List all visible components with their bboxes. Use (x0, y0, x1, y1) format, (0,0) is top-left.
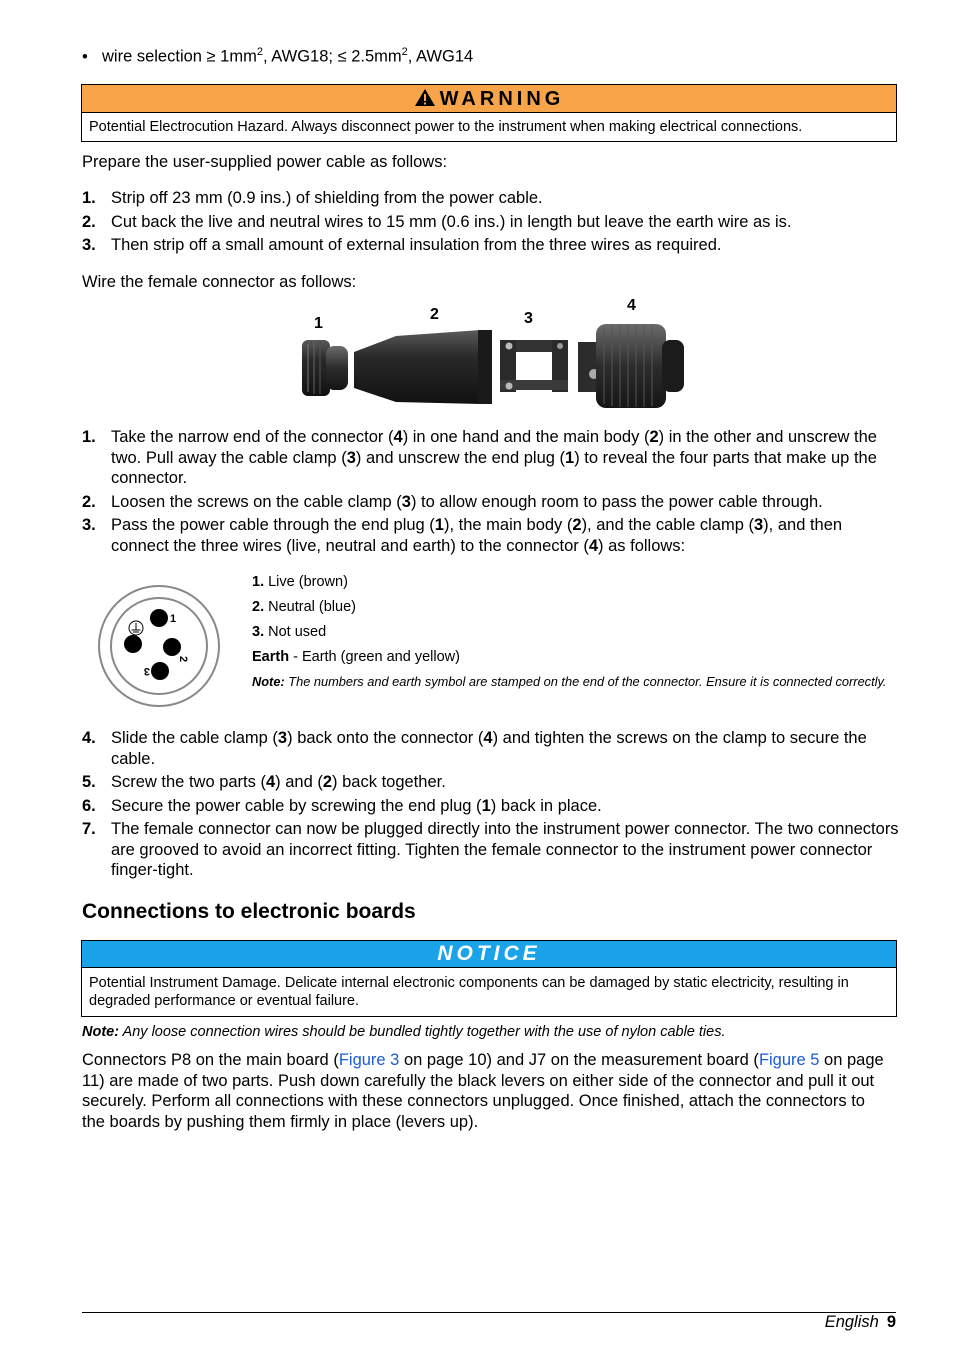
figure-label-4: 4 (627, 297, 636, 314)
step-number: 2. (82, 492, 96, 511)
figure-3-link[interactable]: Figure 3 (338, 1051, 400, 1069)
legend-key: Earth (252, 649, 290, 665)
legend-key: 1. (252, 574, 265, 590)
step-text: ), and then connect the three wires (live, neutral and earth) to the connector ( (111, 516, 843, 555)
pin-label-2: 2 (177, 656, 189, 663)
end-plug-part (302, 340, 348, 396)
final-connector-steps (82, 728, 902, 884)
step-item (82, 235, 902, 256)
step-item (82, 188, 902, 209)
part-reference: 3 (277, 729, 288, 747)
step-text: Cut back the live and neutral wires to 15 mm (0.6 ins.) in length but leave the earth wire as is. (111, 212, 792, 231)
step-number: 3. (82, 516, 96, 534)
step-text: ) and unscrew the end plug ( (355, 448, 566, 467)
step-text: ), the main body ( (443, 516, 573, 534)
legend-desc: Neutral (blue) (264, 599, 356, 615)
step-item (82, 728, 902, 769)
part-reference: 4 (393, 428, 403, 446)
section-title: Connections to electronic boards (82, 900, 416, 923)
part-reference: 1 (434, 516, 444, 534)
notice-body: Potential Instrument Damage. Delicate internal electronic components can be damaged by static electricity, resulting in degraded performance or eventual failure. (89, 975, 849, 1009)
wire-spec-text-2: , AWG18; ≤ 2.5mm (262, 47, 402, 66)
legend-desc: Not used (264, 624, 327, 640)
cable-ties-note (82, 1024, 726, 1040)
step-text: ) in one hand and the main body ( (402, 428, 650, 446)
step-text: ) back together. (332, 773, 446, 791)
female-connector-steps (82, 427, 902, 559)
step-item (82, 492, 902, 513)
part-reference: 2 (649, 428, 659, 446)
step-text: Pass the power cable through the end plug ( (111, 516, 435, 534)
step-item (82, 819, 902, 881)
step-item (82, 796, 902, 817)
step-text: Loosen the screws on the cable clamp ( (111, 492, 402, 511)
step-text: ) in the other and unscrew the two. Pull away the cable clamp ( (111, 428, 877, 467)
pin-label-3: 3 (143, 665, 150, 677)
figure-label-1: 1 (314, 315, 323, 332)
step-text: Take the narrow end of the connector ( (111, 428, 394, 446)
part-reference: 3 (346, 448, 356, 467)
part-reference: 3 (753, 516, 764, 534)
step-text: Screw the two parts ( (111, 773, 266, 791)
power-cable-steps (82, 188, 902, 259)
figure-label-2: 2 (430, 306, 439, 323)
part-reference: 4 (588, 536, 599, 555)
para-text-3: on page 11) are made of two parts. Push down carefully the black levers on either side of the connector and pull it out securely. Perform all connections with these connectors unplugged. Once finished, attach the connectors to the boards by pushing them firmly in place (levers up). (82, 1051, 884, 1131)
legend-item (252, 599, 892, 616)
step-text: ) as follows: (598, 536, 686, 555)
step-text: ) back onto the connector ( (287, 729, 484, 747)
legend-item (252, 624, 892, 641)
step-text: ) and tighten the screws on the clamp to secure the cable. (111, 729, 867, 768)
step-text: ) to reveal the four parts that make up the connector. (111, 448, 877, 487)
step-item (82, 772, 902, 793)
step-text: ) and ( (275, 773, 323, 791)
footer-divider (82, 1312, 896, 1313)
figure-5-link[interactable]: Figure 5 (758, 1051, 820, 1069)
step-text: The female connector can now be plugged directly into the instrument power connector. The two connectors are grooved to avoid an incorrect fitting. Tighten the female connector to the instrument power connector finger-tight. (111, 820, 899, 879)
pin-label-1: 1 (170, 613, 177, 625)
warning-triangle-icon (414, 88, 436, 107)
step-number: 4. (82, 729, 96, 747)
warning-title: WARNING (439, 88, 565, 110)
step-text: ) to allow enough room to pass the power cable through. (410, 492, 823, 511)
step-number: 5. (82, 773, 96, 791)
intro-power-text: Prepare the user-supplied power cable as follows: (82, 153, 448, 171)
figure-label-3: 3 (524, 310, 533, 327)
page-number: 9 (886, 1313, 896, 1331)
legend-note-label: Note: (252, 674, 285, 689)
step-number: 1. (82, 428, 96, 446)
footer-language: English (824, 1313, 879, 1331)
part-reference: 2 (322, 773, 333, 791)
pin-legend (252, 574, 892, 698)
connectors-paragraph (82, 1050, 892, 1132)
step-text: Slide the cable clamp ( (111, 729, 278, 747)
step-number: 3. (82, 236, 96, 254)
legend-note (252, 674, 892, 690)
superscript-2a: 2 (256, 46, 263, 58)
legend-item (252, 574, 892, 591)
superscript-2b: 2 (401, 46, 408, 58)
part-reference: 4 (265, 773, 276, 791)
para-text-2: on page 10) and J7 on the measurement board ( (399, 1051, 759, 1069)
step-text: Secure the power cable by screwing the end plug ( (111, 796, 482, 815)
para-text-1: Connectors P8 on the main board ( (82, 1051, 339, 1069)
note-label: Note: (82, 1024, 120, 1040)
legend-note-text: The numbers and earth symbol are stamped on the end of the connector. Ensure it is connected correctly. (284, 674, 887, 689)
legend-desc: Live (brown) (264, 574, 348, 590)
part-reference: 1 (481, 796, 491, 815)
wire-spec-bullet (82, 46, 473, 67)
step-item (82, 515, 902, 556)
step-item (82, 427, 902, 489)
part-reference: 3 (401, 492, 411, 511)
part-reference: 4 (483, 729, 493, 747)
part-reference: 1 (565, 448, 575, 467)
pin-diagram (96, 584, 222, 710)
legend-desc: - Earth (green and yellow) (289, 649, 460, 665)
warning-box (81, 84, 897, 142)
part-reference: 2 (572, 516, 582, 534)
step-number: 2. (82, 212, 96, 231)
connector-parts-figure (296, 292, 692, 410)
step-number: 1. (82, 189, 96, 207)
notice-box (81, 940, 897, 1017)
bullet-symbol: • (82, 47, 88, 66)
step-item (82, 212, 902, 233)
wire-spec-text-1: wire selection ≥ 1mm (102, 47, 257, 66)
note-text: Any loose connection wires should be bundled tightly together with the use of nylon cable ties. (119, 1024, 726, 1040)
step-text: ), and the cable clamp ( (581, 516, 754, 534)
step-text: Then strip off a small amount of external insulation from the three wires as required. (111, 236, 722, 254)
legend-key: 3. (252, 624, 265, 640)
step-text: ) back in place. (490, 796, 602, 815)
step-number: 6. (82, 796, 96, 815)
wire-spec-text-3: , AWG14 (407, 47, 474, 66)
step-number: 7. (82, 820, 96, 838)
intro-female-text: Wire the female connector as follows: (82, 273, 357, 291)
page-footer (825, 1313, 896, 1332)
legend-key: 2. (252, 599, 265, 615)
notice-header: NOTICE (82, 941, 896, 968)
legend-item (252, 649, 892, 666)
warning-body: Potential Electrocution Hazard. Always disconnect power to the instrument when making electrical connections. (89, 119, 803, 135)
warning-header (82, 85, 896, 113)
step-text: Strip off 23 mm (0.9 ins.) of shielding from the power cable. (111, 189, 543, 207)
